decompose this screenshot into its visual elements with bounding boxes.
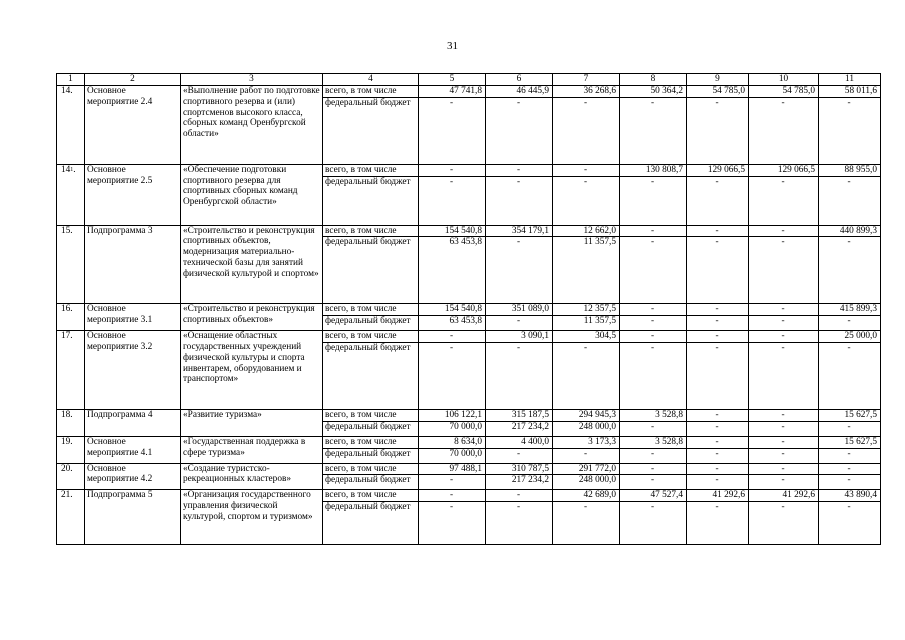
funding-value: 217 234,2 bbox=[486, 421, 553, 436]
funding-value: - bbox=[819, 176, 881, 225]
funding-source: всего, в том числе bbox=[323, 436, 419, 448]
funding-value: - bbox=[687, 448, 749, 463]
funding-value: 54 785,0 bbox=[687, 86, 749, 98]
program-type: Основное мероприятие 4.2 bbox=[85, 463, 181, 490]
funding-value: 12 662,0 bbox=[553, 225, 620, 237]
funding-source: всего, в том числе bbox=[323, 164, 419, 176]
funding-value: - bbox=[749, 331, 819, 343]
program-name: «Строительство и реконструкция спортивных объектов» bbox=[181, 304, 323, 331]
table-row bbox=[57, 225, 881, 237]
funding-value: 154 540,8 bbox=[419, 304, 486, 316]
funding-value: - bbox=[419, 342, 486, 409]
funding-value: - bbox=[749, 409, 819, 421]
funding-value: 440 899,3 bbox=[819, 225, 881, 237]
funding-source: федеральный бюджет bbox=[323, 448, 419, 463]
funding-value: 41 292,6 bbox=[749, 490, 819, 502]
funding-value: - bbox=[749, 436, 819, 448]
funding-value: - bbox=[419, 502, 486, 545]
funding-value: - bbox=[687, 331, 749, 343]
column-header: 1 bbox=[57, 74, 85, 86]
funding-source: федеральный бюджет bbox=[323, 316, 419, 331]
funding-value: - bbox=[749, 316, 819, 331]
funding-value: 3 528,8 bbox=[620, 436, 687, 448]
funding-value: - bbox=[687, 342, 749, 409]
funding-value: - bbox=[819, 463, 881, 475]
funding-value: - bbox=[687, 475, 749, 490]
table-row bbox=[57, 409, 881, 421]
column-header: 5 bbox=[419, 74, 486, 86]
column-header: 2 bbox=[85, 74, 181, 86]
funding-value: - bbox=[819, 475, 881, 490]
row-index: $14^1$. bbox=[57, 164, 85, 225]
funding-value: - bbox=[486, 502, 553, 545]
funding-value: - bbox=[749, 475, 819, 490]
funding-value: - bbox=[749, 342, 819, 409]
funding-value: - bbox=[620, 475, 687, 490]
funding-value: 248 000,0 bbox=[553, 475, 620, 490]
funding-source: федеральный бюджет bbox=[323, 97, 419, 164]
funding-value: - bbox=[620, 237, 687, 304]
funding-value: 4 400,0 bbox=[486, 436, 553, 448]
funding-value: - bbox=[553, 342, 620, 409]
funding-value: 11 357,5 bbox=[553, 316, 620, 331]
funding-value: 97 488,1 bbox=[419, 463, 486, 475]
funding-value: - bbox=[486, 237, 553, 304]
funding-value: 70 000,0 bbox=[419, 421, 486, 436]
funding-value: - bbox=[749, 225, 819, 237]
funding-source: федеральный бюджет bbox=[323, 237, 419, 304]
table-header-row bbox=[57, 74, 881, 86]
funding-value: 415 899,3 bbox=[819, 304, 881, 316]
funding-value: - bbox=[749, 421, 819, 436]
funding-value: - bbox=[819, 97, 881, 164]
funding-value: - bbox=[553, 502, 620, 545]
row-index: 14. bbox=[57, 86, 85, 165]
row-index: 20. bbox=[57, 463, 85, 490]
funding-value: 315 187,5 bbox=[486, 409, 553, 421]
funding-value: 15 627,5 bbox=[819, 436, 881, 448]
program-type: Основное мероприятие 2.5 bbox=[85, 164, 181, 225]
funding-source: всего, в том числе bbox=[323, 463, 419, 475]
funding-value: - bbox=[819, 448, 881, 463]
table-row bbox=[57, 164, 881, 176]
funding-value: - bbox=[687, 436, 749, 448]
funding-value: 43 890,4 bbox=[819, 490, 881, 502]
funding-value: - bbox=[419, 97, 486, 164]
funding-value: - bbox=[419, 475, 486, 490]
funding-value: - bbox=[687, 97, 749, 164]
funding-value: 50 364,2 bbox=[620, 86, 687, 98]
program-name: «Организация государственного управления физической культурой, спортом и туризмом» bbox=[181, 490, 323, 545]
funding-value: - bbox=[620, 225, 687, 237]
funding-value: - bbox=[687, 409, 749, 421]
funding-value: - bbox=[553, 176, 620, 225]
funding-value: - bbox=[687, 225, 749, 237]
funding-value: - bbox=[553, 164, 620, 176]
funding-value: - bbox=[620, 502, 687, 545]
funding-value: - bbox=[620, 176, 687, 225]
funding-value: 58 011,6 bbox=[819, 86, 881, 98]
funding-value: - bbox=[687, 421, 749, 436]
funding-value: - bbox=[419, 176, 486, 225]
funding-source: всего, в том числе bbox=[323, 409, 419, 421]
program-type: Подпрограмма 3 bbox=[85, 225, 181, 304]
funding-source: федеральный бюджет bbox=[323, 502, 419, 545]
funding-value: - bbox=[419, 490, 486, 502]
funding-value: 154 540,8 bbox=[419, 225, 486, 237]
funding-value: - bbox=[749, 502, 819, 545]
funding-value: - bbox=[486, 176, 553, 225]
funding-value: 88 955,0 bbox=[819, 164, 881, 176]
column-header: 6 bbox=[486, 74, 553, 86]
funding-value: - bbox=[553, 448, 620, 463]
column-header: 10 bbox=[749, 74, 819, 86]
funding-value: 12 357,5 bbox=[553, 304, 620, 316]
funding-source: федеральный бюджет bbox=[323, 421, 419, 436]
funding-value: - bbox=[620, 342, 687, 409]
program-name: «Создание туристско-рекреационных кластеров» bbox=[181, 463, 323, 490]
program-name: «Строительство и реконструкция спортивных объектов, модернизация материально-технической базы для занятий физической культурой и спортом» bbox=[181, 225, 323, 304]
funding-value: 106 122,1 bbox=[419, 409, 486, 421]
funding-value: - bbox=[620, 448, 687, 463]
table-row bbox=[57, 463, 881, 475]
funding-source: всего, в том числе bbox=[323, 225, 419, 237]
funding-value: - bbox=[486, 316, 553, 331]
funding-value: - bbox=[687, 237, 749, 304]
table-row bbox=[57, 331, 881, 343]
row-index: 16. bbox=[57, 304, 85, 331]
funding-value: - bbox=[749, 237, 819, 304]
funding-value: - bbox=[749, 448, 819, 463]
funding-source: федеральный бюджет bbox=[323, 176, 419, 225]
funding-value: 63 453,8 bbox=[419, 237, 486, 304]
funding-value: - bbox=[819, 502, 881, 545]
funding-value: - bbox=[687, 304, 749, 316]
funding-value: - bbox=[486, 448, 553, 463]
program-funding-table bbox=[56, 73, 881, 545]
funding-value: - bbox=[620, 331, 687, 343]
column-header: 3 bbox=[181, 74, 323, 86]
funding-value: 47 741,8 bbox=[419, 86, 486, 98]
program-name: «Обеспечение подготовки спортивного резерва для спортивных сборных команд Оренбургской области» bbox=[181, 164, 323, 225]
funding-source: федеральный бюджет bbox=[323, 475, 419, 490]
funding-value: 15 627,5 bbox=[819, 409, 881, 421]
funding-value: - bbox=[620, 463, 687, 475]
row-index: 19. bbox=[57, 436, 85, 463]
funding-value: 294 945,3 bbox=[553, 409, 620, 421]
funding-value: 41 292,6 bbox=[687, 490, 749, 502]
funding-value: - bbox=[486, 164, 553, 176]
funding-value: - bbox=[486, 342, 553, 409]
funding-value: - bbox=[687, 176, 749, 225]
row-index: 17. bbox=[57, 331, 85, 410]
funding-value: 248 000,0 bbox=[553, 421, 620, 436]
funding-value: 3 173,3 bbox=[553, 436, 620, 448]
funding-source: федеральный бюджет bbox=[323, 342, 419, 409]
funding-value: - bbox=[687, 316, 749, 331]
funding-value: - bbox=[553, 97, 620, 164]
funding-source: всего, в том числе bbox=[323, 490, 419, 502]
funding-value: - bbox=[687, 502, 749, 545]
funding-value: - bbox=[819, 237, 881, 304]
funding-value: 36 268,6 bbox=[553, 86, 620, 98]
funding-value: - bbox=[620, 421, 687, 436]
program-name: «Выполнение работ по подготовке спортивного резерва и (или) спортсменов высокого класса, сборных команд Оренбургской области» bbox=[181, 86, 323, 165]
funding-value: - bbox=[620, 316, 687, 331]
row-index: 15. bbox=[57, 225, 85, 304]
funding-value: 217 234,2 bbox=[486, 475, 553, 490]
row-index: 18. bbox=[57, 409, 85, 436]
funding-value: 310 787,5 bbox=[486, 463, 553, 475]
table-row bbox=[57, 86, 881, 98]
funding-value: - bbox=[749, 304, 819, 316]
program-type: Подпрограмма 5 bbox=[85, 490, 181, 545]
funding-source: всего, в том числе bbox=[323, 331, 419, 343]
funding-value: - bbox=[749, 97, 819, 164]
funding-value: 25 000,0 bbox=[819, 331, 881, 343]
funding-value: - bbox=[687, 463, 749, 475]
funding-value: 42 689,0 bbox=[553, 490, 620, 502]
funding-value: 129 066,5 bbox=[687, 164, 749, 176]
funding-value: 54 785,0 bbox=[749, 86, 819, 98]
funding-value: 304,5 bbox=[553, 331, 620, 343]
column-header: 4 bbox=[323, 74, 419, 86]
funding-value: - bbox=[749, 463, 819, 475]
funding-value: 291 772,0 bbox=[553, 463, 620, 475]
funding-value: 3 090,1 bbox=[486, 331, 553, 343]
funding-source: всего, в том числе bbox=[323, 304, 419, 316]
funding-value: - bbox=[819, 342, 881, 409]
funding-value: 70 000,0 bbox=[419, 448, 486, 463]
column-header: 11 bbox=[819, 74, 881, 86]
column-header: 7 bbox=[553, 74, 620, 86]
funding-value: 129 066,5 bbox=[749, 164, 819, 176]
program-type: Основное мероприятие 3.1 bbox=[85, 304, 181, 331]
funding-value: - bbox=[819, 421, 881, 436]
funding-value: - bbox=[749, 176, 819, 225]
funding-value: - bbox=[486, 490, 553, 502]
funding-source: всего, в том числе bbox=[323, 86, 419, 98]
program-type: Подпрограмма 4 bbox=[85, 409, 181, 436]
row-index: 21. bbox=[57, 490, 85, 545]
program-name: «Государственная поддержка в сфере туризма» bbox=[181, 436, 323, 463]
funding-value: 47 527,4 bbox=[620, 490, 687, 502]
funding-value: - bbox=[486, 97, 553, 164]
program-name: «Оснащение областных государственных учреждений физической культуры и спорта инвентарем, оборудованием и транспортом» bbox=[181, 331, 323, 410]
funding-value: 8 634,0 bbox=[419, 436, 486, 448]
funding-value: - bbox=[419, 331, 486, 343]
program-name: «Развитие туризма» bbox=[181, 409, 323, 436]
table-row bbox=[57, 436, 881, 448]
funding-value: 3 528,8 bbox=[620, 409, 687, 421]
funding-value: 351 089,0 bbox=[486, 304, 553, 316]
program-type: Основное мероприятие 3.2 bbox=[85, 331, 181, 410]
page-number: 31 bbox=[447, 40, 458, 52]
funding-value: 11 357,5 bbox=[553, 237, 620, 304]
funding-value: 46 445,9 bbox=[486, 86, 553, 98]
funding-value: - bbox=[620, 304, 687, 316]
column-header: 9 bbox=[687, 74, 749, 86]
column-header: 8 bbox=[620, 74, 687, 86]
funding-value: 130 808,7 bbox=[620, 164, 687, 176]
program-type: Основное мероприятие 4.1 bbox=[85, 436, 181, 463]
funding-value: 63 453,8 bbox=[419, 316, 486, 331]
program-type: Основное мероприятие 2.4 bbox=[85, 86, 181, 165]
funding-value: - bbox=[419, 164, 486, 176]
funding-value: - bbox=[819, 316, 881, 331]
table-row bbox=[57, 490, 881, 502]
funding-value: 354 179,1 bbox=[486, 225, 553, 237]
table-row bbox=[57, 304, 881, 316]
funding-value: - bbox=[620, 97, 687, 164]
